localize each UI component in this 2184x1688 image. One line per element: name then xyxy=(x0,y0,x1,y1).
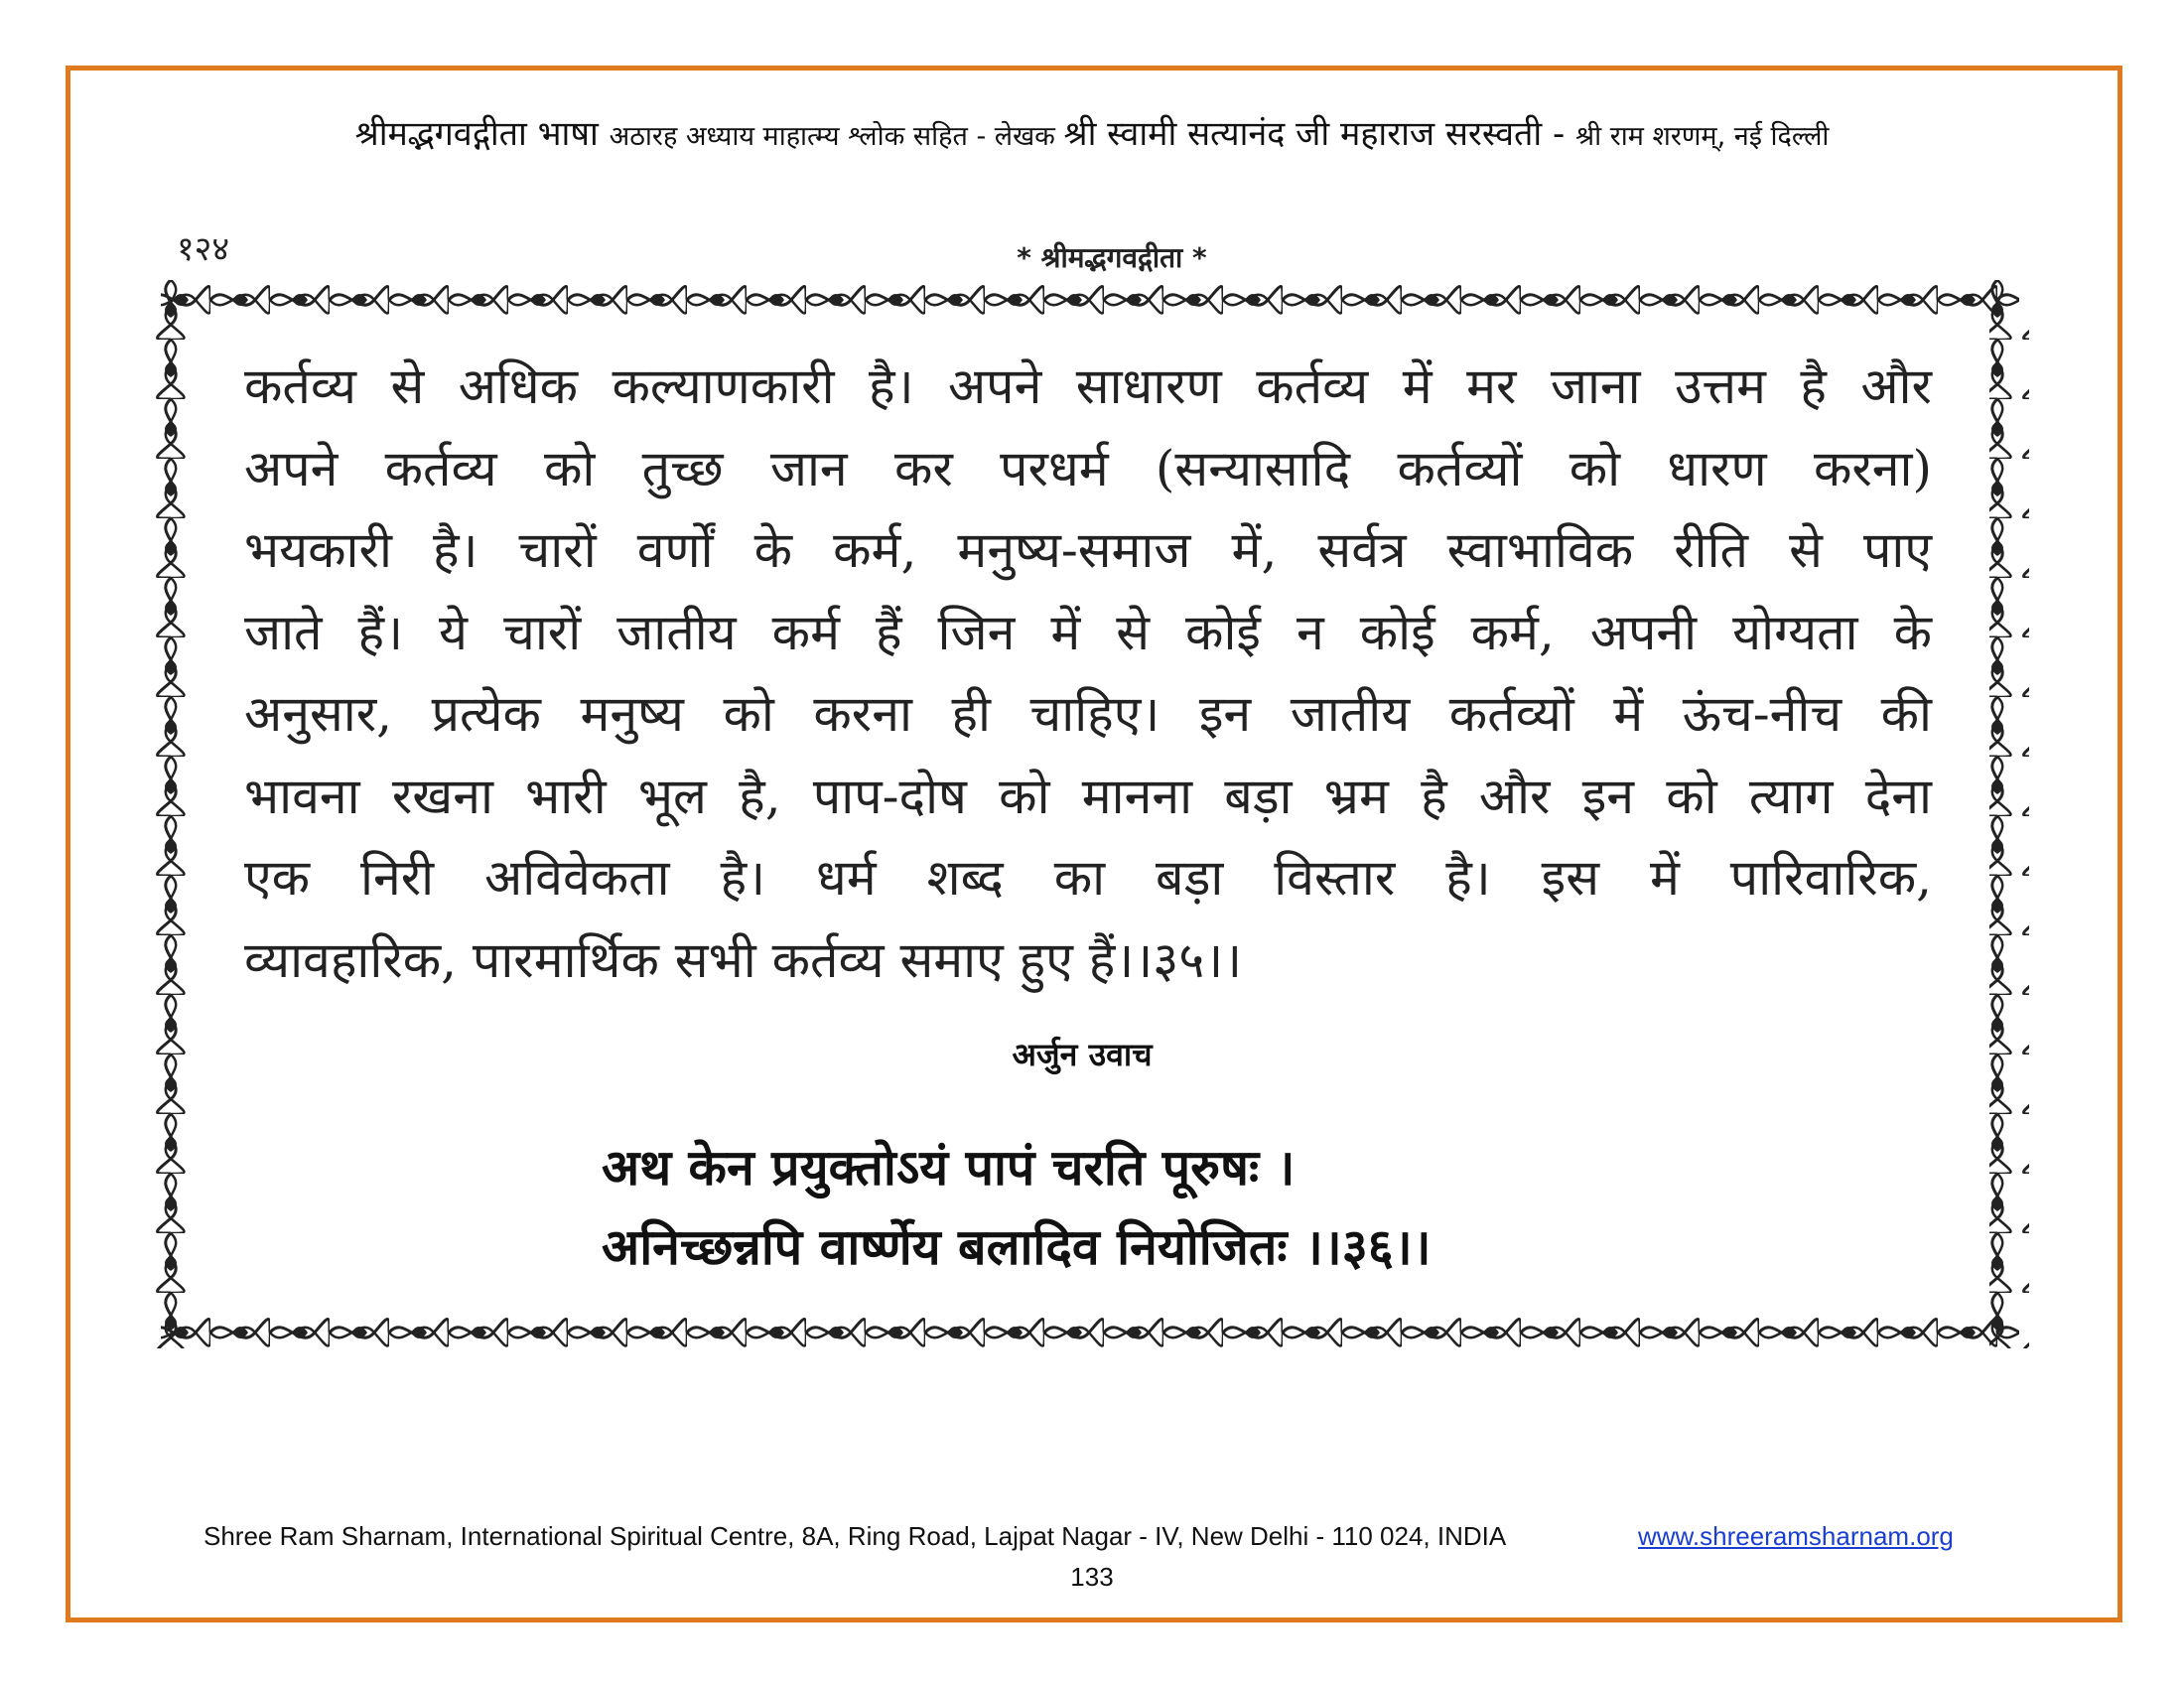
header-author: श्री स्वामी सत्यानंद जी महाराज सरस्वती - xyxy=(1063,114,1576,154)
verse-line: अथ केन प्रयुक्तोऽयं पापं चरति पूरुषः । xyxy=(602,1139,1296,1196)
commentary-line: भयकारी है। चारों वर्णों के कर्म, मनुष्य-समाज में, सर्वत्र स्वाभाविक रीति से पाए xyxy=(244,521,1932,579)
footer-website-link[interactable]: www.shreeramsharnam.org xyxy=(1638,1521,1954,1551)
commentary-line: कर्तव्य से अधिक कल्याणकारी है। अपने साधारण कर्तव्य में मर जाना उत्तम है और xyxy=(244,357,1932,415)
commentary-line: जाते हैं। ये चारों जातीय कर्म हैं जिन में से कोई न कोई कर्म, अपनी योग्यता के xyxy=(244,603,1932,661)
header-title-main: श्रीमद्भगवद्गीता भाषा xyxy=(354,114,610,154)
header-publisher: श्री राम शरणम्, नई दिल्ली xyxy=(1575,121,1830,152)
footer-page-number: 133 xyxy=(1070,1562,1114,1592)
speaker-heading: अर्जुन उवाच xyxy=(1012,1036,1153,1073)
commentary-line: अनुसार, प्रत्येक मनुष्य को करना ही चाहिए। इन जातीय कर्तव्यों में ऊंच-नीच की xyxy=(244,685,1932,743)
page-header xyxy=(119,109,2065,155)
verse-line: अनिच्छन्नपि वार्ष्णेय बलादिव नियोजितः ।।३६।। xyxy=(602,1218,1432,1276)
footer-address: Shree Ram Sharnam, International Spiritual Centre, 8A, Ring Road, Lajpat Nagar - IV, New Delhi - 110 024, INDIA xyxy=(204,1521,1507,1551)
commentary-line: एक निरी अविवेकता है। धर्म शब्द का बड़ा विस्तार है। इस में पारिवारिक, xyxy=(244,849,1932,907)
commentary-line: भावना रखना भारी भूल है, पाप-दोष को मानना बड़ा भ्रम है और इन को त्याग देना xyxy=(244,767,1932,825)
commentary-text xyxy=(244,346,1932,1001)
commentary-line-last: व्यावहारिक, पारमार्थिक सभी कर्तव्य समाए हुए हैं।।३५।। xyxy=(244,930,1243,989)
scan-page-number: १२४ xyxy=(177,229,230,269)
scan-running-title: * श्रीमद्भगवद्गीता * xyxy=(1017,241,1207,274)
header-title-small: अठारह अध्याय माहात्म्य श्लोक सहित - लेखक xyxy=(609,121,1064,152)
commentary-line: अपने कर्तव्य को तुच्छ जान कर परधर्म (सन्यासादि कर्तव्यों को धारण करना) xyxy=(244,439,1932,497)
